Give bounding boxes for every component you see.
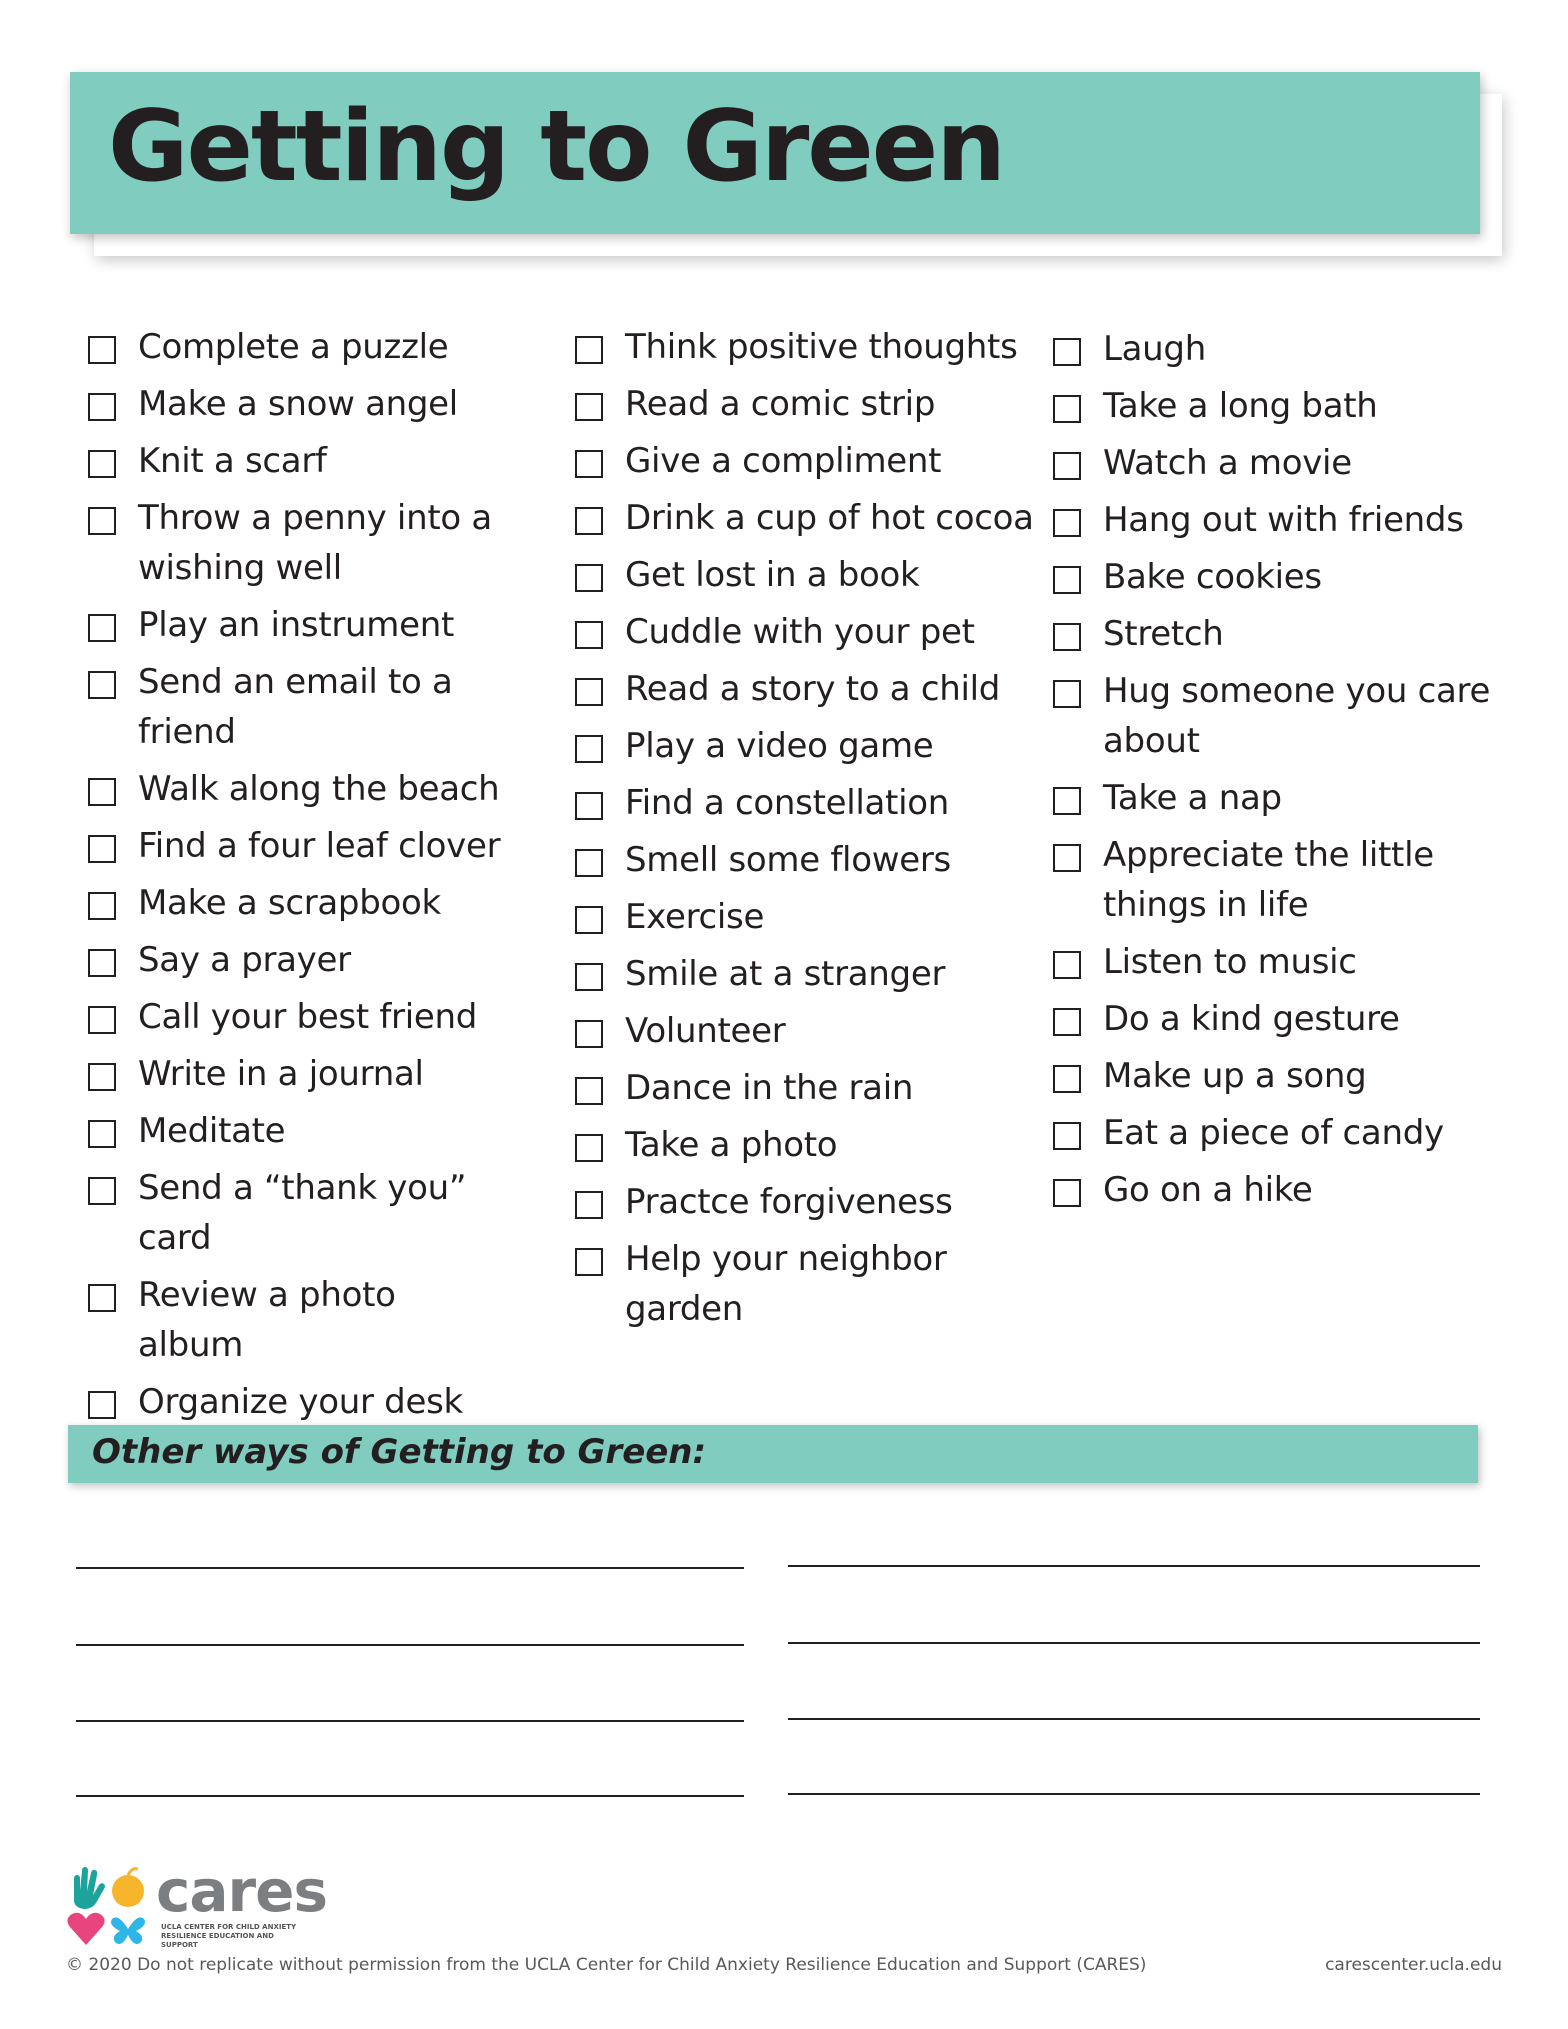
checklist-item[interactable] bbox=[575, 612, 1045, 657]
checklist-item-label: Stretch bbox=[1103, 614, 1224, 654]
write-in-line[interactable] bbox=[76, 1644, 744, 1646]
checklist-item[interactable] bbox=[575, 1239, 1045, 1334]
checklist-item-label: Find a four leaf clover bbox=[138, 826, 501, 866]
checkbox[interactable] bbox=[88, 949, 116, 977]
checklist-column-2 bbox=[575, 327, 1045, 1349]
checklist-column-3 bbox=[1053, 329, 1513, 1230]
checklist-item[interactable] bbox=[88, 1382, 568, 1427]
footer-copyright: © 2020 Do not replicate without permission from the UCLA Center for Child Anxiety Resilience Education and Support (CARES) bbox=[66, 1955, 1147, 1975]
checkbox[interactable] bbox=[88, 614, 116, 642]
checklist-item-label: Say a prayer bbox=[138, 940, 351, 980]
checkbox[interactable] bbox=[88, 450, 116, 478]
checklist-item[interactable] bbox=[88, 327, 568, 372]
checkbox[interactable] bbox=[1053, 787, 1081, 815]
checkbox[interactable] bbox=[88, 1063, 116, 1091]
checklist-item-label: Play a video game bbox=[625, 726, 934, 766]
checkbox[interactable] bbox=[575, 1248, 603, 1276]
checklist-item[interactable] bbox=[575, 1011, 1045, 1056]
checklist-item-label: Organize your desk bbox=[138, 1382, 463, 1422]
checkbox[interactable] bbox=[575, 450, 603, 478]
checklist-item-label: Play an instrument bbox=[138, 605, 454, 645]
checkbox[interactable] bbox=[88, 1284, 116, 1312]
checkbox[interactable] bbox=[575, 1077, 603, 1105]
checklist-item[interactable] bbox=[1053, 778, 1513, 823]
checklist-item-label: Find a constellation bbox=[625, 783, 949, 823]
checkbox[interactable] bbox=[1053, 566, 1081, 594]
checklist-item-label: Listen to music bbox=[1103, 942, 1357, 982]
checkbox[interactable] bbox=[575, 1191, 603, 1219]
checklist-item[interactable] bbox=[88, 441, 568, 486]
checklist-item[interactable] bbox=[1053, 942, 1513, 987]
checklist-item-label: Take a long bath bbox=[1103, 386, 1378, 426]
cares-logo-icon bbox=[66, 1865, 156, 1947]
checklist-item-label: Get lost in a book bbox=[625, 555, 920, 595]
checklist-item[interactable] bbox=[88, 605, 568, 650]
checklist-item-label: Cuddle with your pet bbox=[625, 612, 975, 652]
checkbox[interactable] bbox=[575, 792, 603, 820]
checklist-item-label: Review a photo album bbox=[138, 1275, 396, 1365]
write-in-line[interactable] bbox=[788, 1565, 1480, 1567]
checkbox[interactable] bbox=[88, 1391, 116, 1419]
checklist-item-label: Drink a cup of hot cocoa bbox=[625, 498, 1034, 538]
checklist-item[interactable] bbox=[88, 769, 568, 814]
logo-wordmark: cares bbox=[156, 1857, 327, 1925]
checklist-item-label: Give a compliment bbox=[625, 441, 942, 481]
checklist-item-label: Complete a puzzle bbox=[138, 327, 449, 367]
checklist-item[interactable] bbox=[88, 1054, 568, 1099]
checkbox[interactable] bbox=[575, 1020, 603, 1048]
footer-url[interactable]: carescenter.ucla.edu bbox=[1325, 1955, 1502, 1975]
checklist-item[interactable] bbox=[88, 498, 568, 593]
checklist-item-label: Smile at a stranger bbox=[625, 954, 946, 994]
checklist-item[interactable] bbox=[1053, 500, 1513, 545]
checklist-item-label: Think positive thoughts bbox=[625, 327, 1018, 367]
checkbox[interactable] bbox=[88, 507, 116, 535]
checkbox[interactable] bbox=[575, 621, 603, 649]
checklist-item-label: Make a snow angel bbox=[138, 384, 458, 424]
checkbox[interactable] bbox=[1053, 623, 1081, 651]
checklist-item-label: Bake cookies bbox=[1103, 557, 1322, 597]
checklist-item[interactable] bbox=[88, 826, 568, 871]
checklist-item-label: Read a story to a child bbox=[625, 669, 1001, 709]
write-in-line[interactable] bbox=[788, 1718, 1480, 1720]
checklist-item[interactable] bbox=[88, 1275, 568, 1370]
checkbox[interactable] bbox=[575, 507, 603, 535]
checklist-item[interactable] bbox=[1053, 835, 1513, 930]
checklist-item[interactable] bbox=[1053, 557, 1513, 602]
checkbox[interactable] bbox=[1053, 680, 1081, 708]
checklist-item[interactable] bbox=[575, 384, 1045, 429]
checklist-item-label: Take a photo bbox=[625, 1125, 838, 1165]
checkbox[interactable] bbox=[1053, 452, 1081, 480]
checklist-item[interactable] bbox=[88, 1111, 568, 1156]
checkbox[interactable] bbox=[575, 963, 603, 991]
checkbox[interactable] bbox=[1053, 844, 1081, 872]
checkbox[interactable] bbox=[1053, 1122, 1081, 1150]
checkbox[interactable] bbox=[575, 678, 603, 706]
checklist-column-1 bbox=[88, 327, 568, 1442]
checklist-item-label: Dance in the rain bbox=[625, 1068, 914, 1108]
checklist-item[interactable] bbox=[1053, 1056, 1513, 1101]
checkbox[interactable] bbox=[575, 564, 603, 592]
cares-logo bbox=[66, 1857, 327, 1949]
checkbox[interactable] bbox=[1053, 509, 1081, 537]
checklist-item-label: Go on a hike bbox=[1103, 1170, 1313, 1210]
checklist-item-label: Help your neighbor garden bbox=[625, 1239, 947, 1329]
checklist-item-label: Eat a piece of candy bbox=[1103, 1113, 1444, 1153]
checklist-item-label: Laugh bbox=[1103, 329, 1206, 369]
checkbox[interactable] bbox=[1053, 951, 1081, 979]
checkbox[interactable] bbox=[1053, 338, 1081, 366]
checklist-item[interactable] bbox=[575, 954, 1045, 999]
checkbox[interactable] bbox=[1053, 1179, 1081, 1207]
checklist-item-label: Meditate bbox=[138, 1111, 286, 1151]
checklist-item-label: Make a scrapbook bbox=[138, 883, 441, 923]
checklist-item-label: Send a “thank you” card bbox=[138, 1168, 467, 1258]
checkbox[interactable] bbox=[575, 393, 603, 421]
checkbox[interactable] bbox=[1053, 1065, 1081, 1093]
checklist-item-label: Take a nap bbox=[1103, 778, 1282, 818]
checklist-item[interactable] bbox=[575, 441, 1045, 486]
checklist-item-label: Appreciate the little things in life bbox=[1103, 835, 1434, 925]
checklist-item[interactable] bbox=[575, 783, 1045, 828]
checkbox[interactable] bbox=[88, 393, 116, 421]
checklist-item[interactable] bbox=[575, 1068, 1045, 1113]
checkbox[interactable] bbox=[575, 906, 603, 934]
other-ways-banner bbox=[68, 1425, 1478, 1483]
checklist-item-label: Send an email to a friend bbox=[138, 662, 453, 752]
checklist-item-label: Hug someone you care about bbox=[1103, 671, 1491, 761]
checklist-item[interactable] bbox=[1053, 1113, 1513, 1158]
checklist-item[interactable] bbox=[575, 1125, 1045, 1170]
checklist-item[interactable] bbox=[88, 1168, 568, 1263]
checklist-item[interactable] bbox=[88, 997, 568, 1042]
checklist-item-label: Exercise bbox=[625, 897, 765, 937]
checkbox[interactable] bbox=[575, 849, 603, 877]
checkbox[interactable] bbox=[88, 835, 116, 863]
checkbox[interactable] bbox=[575, 735, 603, 763]
checklist-item[interactable] bbox=[88, 883, 568, 928]
checklist-item-label: Write in a journal bbox=[138, 1054, 424, 1094]
checkbox[interactable] bbox=[575, 336, 603, 364]
checklist-item-label: Smell some flowers bbox=[625, 840, 951, 880]
checklist-item[interactable] bbox=[575, 897, 1045, 942]
write-in-line[interactable] bbox=[76, 1567, 744, 1569]
checkbox[interactable] bbox=[1053, 395, 1081, 423]
other-ways-title: Other ways of Getting to Green: bbox=[92, 1432, 707, 1472]
write-in-line[interactable] bbox=[788, 1642, 1480, 1644]
checklist-item[interactable] bbox=[1053, 671, 1513, 766]
checkbox[interactable] bbox=[88, 671, 116, 699]
checklist-item-label: Read a comic strip bbox=[625, 384, 936, 424]
checklist-item[interactable] bbox=[575, 1182, 1045, 1227]
checklist-item[interactable] bbox=[575, 327, 1045, 372]
checkbox[interactable] bbox=[1053, 1008, 1081, 1036]
checklist-item[interactable] bbox=[1053, 1170, 1513, 1215]
checklist-item[interactable] bbox=[88, 662, 568, 757]
logo-subtitle: UCLA CENTER FOR CHILD ANXIETY RESILIENCE EDUCATION AND SUPPORT bbox=[161, 1923, 297, 1949]
checklist-item[interactable] bbox=[575, 726, 1045, 771]
title-banner bbox=[70, 72, 1480, 234]
write-in-line[interactable] bbox=[76, 1795, 744, 1797]
checkbox[interactable] bbox=[575, 1134, 603, 1162]
checklist-item[interactable] bbox=[1053, 614, 1513, 659]
checklist-item-label: Do a kind gesture bbox=[1103, 999, 1400, 1039]
checkbox[interactable] bbox=[88, 892, 116, 920]
checklist-item[interactable] bbox=[575, 669, 1045, 714]
checklist-item[interactable] bbox=[88, 940, 568, 985]
checklist-item[interactable] bbox=[1053, 386, 1513, 431]
checkbox[interactable] bbox=[88, 1006, 116, 1034]
checklist-item[interactable] bbox=[88, 384, 568, 429]
checklist-item-label: Make up a song bbox=[1103, 1056, 1367, 1096]
page-title: Getting to Green bbox=[108, 90, 1004, 204]
checklist-item-label: Hang out with friends bbox=[1103, 500, 1464, 540]
checklist-item[interactable] bbox=[575, 498, 1045, 543]
checklist-item[interactable] bbox=[1053, 443, 1513, 488]
checkbox[interactable] bbox=[88, 336, 116, 364]
checklist-item[interactable] bbox=[1053, 329, 1513, 374]
write-in-line[interactable] bbox=[788, 1793, 1480, 1795]
checklist-item-label: Practce forgiveness bbox=[625, 1182, 953, 1222]
checklist-item-label: Knit a scarf bbox=[138, 441, 327, 481]
checklist-item-label: Throw a penny into a wishing well bbox=[138, 498, 492, 588]
write-in-line[interactable] bbox=[76, 1720, 744, 1722]
checklist-item-label: Watch a movie bbox=[1103, 443, 1352, 483]
checklist-item-label: Walk along the beach bbox=[138, 769, 500, 809]
checklist-item-label: Call your best friend bbox=[138, 997, 478, 1037]
checklist-item-label: Volunteer bbox=[625, 1011, 786, 1051]
checkbox[interactable] bbox=[88, 1177, 116, 1205]
checkbox[interactable] bbox=[88, 1120, 116, 1148]
checklist-item[interactable] bbox=[575, 840, 1045, 885]
checklist-item[interactable] bbox=[575, 555, 1045, 600]
checklist-item[interactable] bbox=[1053, 999, 1513, 1044]
checkbox[interactable] bbox=[88, 778, 116, 806]
